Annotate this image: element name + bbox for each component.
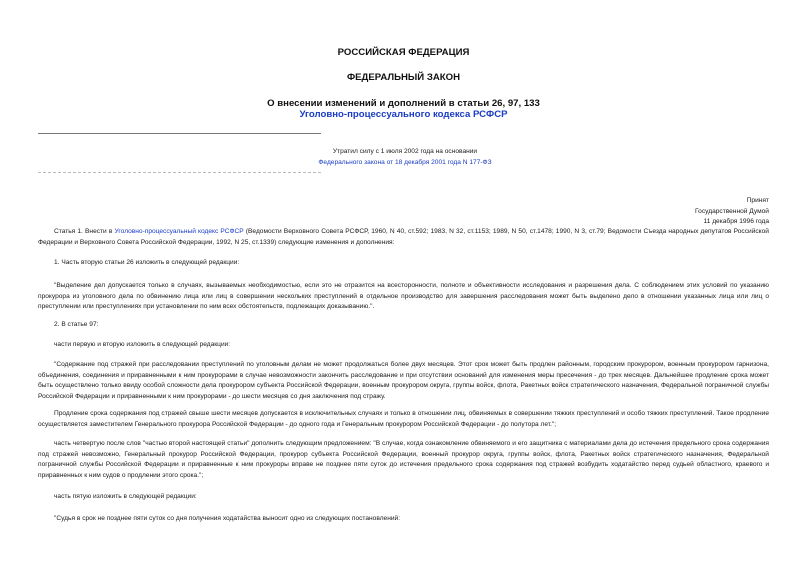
article-97-part-5-intro: часть пятую изложить в следующей редакции: <box>54 493 197 500</box>
repeal-law-link[interactable]: Федерального закона от 18 декабря 2001 года N 177-ФЗ <box>318 159 492 166</box>
document-title: О внесении изменений и дополнений в статьи 26, 97, 133 <box>267 98 540 109</box>
adoption-block <box>569 196 769 228</box>
article-97-part-4: часть четвертую после слов "частью второй настоящей статьи" дополнить следующим предложением: "В случае, когда ознакомление обвиняемого и его защитника с материалами дела до истечения предельного срока содержания под стражей невозможно, Генеральный прокурор Российской Федерации, прокурор субъекта Российской Федерации, военный прокурор округа, группы войск, флота, Ракетных войск стратегического назначения, Федеральной пограничной службы Российской Федерации и приравненные к ним прокуроры вправе не позднее пяти суток до истечения предельного срока содержания под стражей возбудить ходатайство перед судьей областного, краевого и приравненных к ним судов о продлении этого срока."; <box>38 440 769 479</box>
law-type-heading: ФЕДЕРАЛЬНЫЙ ЗАКОН <box>346 72 461 83</box>
code-link[interactable]: Уголовно-процессуальный кодекс РСФСР <box>114 228 244 235</box>
item-2-paragraph: 2. В статье 97: <box>54 321 99 328</box>
adoption-line-2: Государственной Думой <box>695 207 769 215</box>
title-divider <box>38 133 321 134</box>
article-97-part-1: "Содержание под стражей при расследовании преступлений по уголовным делам не может продолжаться более двух месяцев. Этот срок может быть продлен районным, городским прокурором, военным прокурором гарнизона, объединения, соединения и приравненными к ним прокурорами в случае невозможности закончить расследование и при отсутствии оснований для изменения меры пресечения - до трех месяцев. Дальнейшее продление срока может быть осуществлено только ввиду особой сложности дела прокурором субъекта Российской Федерации, военным прокурором округа, группы войск, флота, Ракетных войск стратегического назначения, Федеральной пограничной службы Российской Федерации и приравненными к ним прокурорами - до шести месяцев со дня заключения под стражу. <box>38 361 769 400</box>
country-heading: РОССИЙСКАЯ ФЕДЕРАЦИЯ <box>337 47 470 58</box>
code-title-link[interactable]: Уголовно-процессуального кодекса РСФСР <box>299 109 508 120</box>
article-1-paragraph <box>38 227 769 248</box>
article-97-part-5-text: "Судья в срок не позднее пяти суток со дня получения ходатайства выносит одно из следующих постановлений: <box>54 515 401 522</box>
article-26-text: "Выделение дел допускается только в случаях, вызываемых необходимостью, если это не отразится на всесторонности, полноте и объективности исследования и разрешения дела. С соблюдением этих условий по указанию прокурора из уголовного дела по обвинению лица или лиц в совершении нескольких преступлений в отдельное производство для завершения расследования может быть выделено дело в отношении указанных лица или лиц о преступлении или преступлениях при установлении по ним всех обстоятельств, подлежащих доказыванию.". <box>38 282 769 311</box>
adoption-line-1: Принят <box>746 197 769 204</box>
adoption-line-3: 11 декабря 1996 года <box>703 218 769 225</box>
item-1-paragraph: 1. Часть вторую статьи 26 изложить в следующей редакции: <box>54 259 240 266</box>
article-97-intro: части первую и вторую изложить в следующей редакции: <box>54 341 231 348</box>
validity-divider <box>38 172 321 173</box>
article-1-prefix: Статья 1. Внести в <box>54 228 115 235</box>
validity-note: Утратил силу с 1 июля 2002 года на основании <box>332 148 478 155</box>
article-97-part-2: Продление срока содержания под стражей свыше шести месяцев допускается в исключительных случаях и только в отношении лиц, обвиняемых в совершении тяжких преступлений и особо тяжких преступлений. Такое продление осуществляется заместителем Генерального прокурора Российской Федерации - до одного года и Генеральным прокурором Российской Федерации - до полутора лет."; <box>38 410 769 428</box>
article-1-suffix: (Ведомости Верховного Совета РСФСР, 1960, N 40, ст.592; 1983, N 32, ст.1153; 1989, N 50, ст.1478; 1990, N 3, ст.79; Ведомости Съезда народных депутатов Российской Федерации и Верховного Совета Российской Федерации, 1992, N 25, ст.1339) следующие изменения и дополнения: <box>38 228 769 246</box>
